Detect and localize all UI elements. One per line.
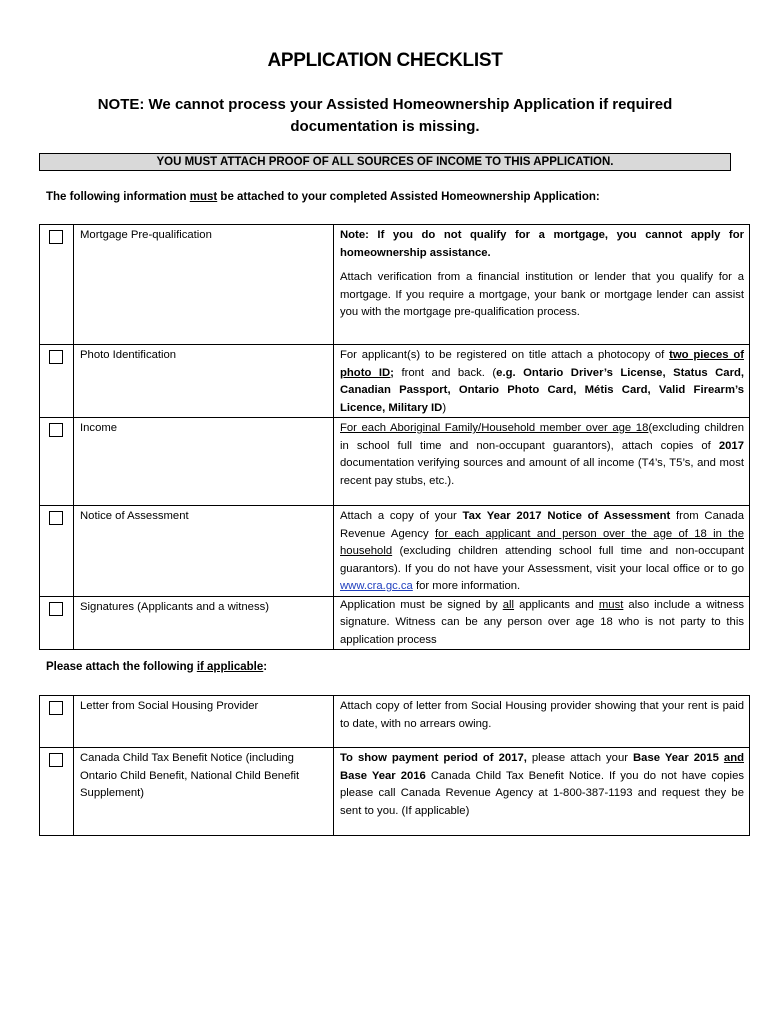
photo-id-desc: For applicant(s) to be registered on title attach a photocopy of two pieces of photo ID; front and back. (e.g. Ontario Driver’s License, Status Card, Canadian Passport, Ontario Photo Card, Métis Card, Valid Firearm’s Licence, Military ID) (340, 349, 745, 414)
optional-intro: Please attach the following if applicable: (46, 661, 268, 673)
item-label: Income (80, 422, 118, 434)
checkbox-signatures[interactable] (49, 602, 63, 616)
checkbox-housing-letter[interactable] (49, 701, 63, 715)
mortgage-desc: Attach verification from a financial institution or lender that you qualify for a mortgage. If you require a mortgage, your bank or mortgage lender can assist you with the mortgage pre-qualification process. (340, 271, 744, 318)
table-row (40, 696, 750, 748)
item-label: Notice of Assessment (80, 510, 189, 522)
table-row (40, 596, 750, 650)
checkbox-photo-id[interactable] (49, 350, 63, 364)
required-documents-table (39, 224, 750, 650)
item-label: Signatures (Applicants and a witness) (80, 600, 270, 613)
child-benefit-desc: To show payment period of 2017, please attach your Base Year 2015 and Base Year 2016 Canada Child Tax Benefit Notice. If you do not have copies please call Canada Revenue Agency at 1-800-387-1193 and request they be sent to you. (If applicable) (340, 752, 744, 817)
income-desc: For each Aboriginal Family/Household member over age 18(excluding children in school full time and non-occupant guarantors), attach copies of 2017 documentation verifying sources and amount of all income (T4’s, T5’s, and most recent pay stubs, etc.). (340, 422, 744, 487)
housing-letter-desc: Attach copy of letter from Social Housing provider showing that your rent is paid to date, with no arrears owing. (340, 700, 744, 730)
checkbox-notice-of-assessment[interactable] (49, 511, 63, 525)
table-row (40, 345, 750, 418)
assessment-desc: Attach a copy of your Tax Year 2017 Notice of Assessment from Canada Revenue Agency for each applicant and person over the age of 18 in the household (excluding children attending school full time and non-occupant guarantors). If you do not have your Assessment, visit your local office or to go www.cra.gc.ca for more information. (340, 510, 744, 592)
checkbox-child-tax-benefit[interactable] (49, 753, 63, 767)
checkbox-mortgage[interactable] (49, 230, 63, 244)
signatures-desc: Application must be signed by all applicants and must also include a witness signature. Witness can be any person over age 18 who is not party to this application process (340, 598, 745, 646)
table-row (40, 225, 750, 345)
missing-docs-note: NOTE: We cannot process your Assisted Homeownership Application if required documentation is missing. (97, 96, 673, 135)
required-intro: The following information must be attached to your completed Assisted Homeownership Application: (46, 191, 600, 203)
table-row (40, 748, 750, 836)
optional-documents-table (39, 695, 750, 836)
item-label: Canada Child Tax Benefit Notice (including Ontario Child Benefit, National Child Benefit Supplement) (80, 752, 300, 799)
item-label: Photo Identification (80, 349, 177, 361)
mortgage-note: Note: If you do not qualify for a mortgage, you cannot apply for homeownership assistance. (340, 229, 744, 259)
income-proof-banner: YOU MUST ATTACH PROOF OF ALL SOURCES OF INCOME TO THIS APPLICATION. (39, 153, 731, 171)
checkbox-income[interactable] (49, 423, 63, 437)
page-title: APPLICATION CHECKLIST (267, 50, 503, 71)
table-row (40, 506, 750, 597)
item-label: Mortgage Pre-qualification (80, 229, 212, 241)
cra-link[interactable]: www.cra.gc.ca (340, 580, 413, 592)
table-row (40, 418, 750, 506)
item-label: Letter from Social Housing Provider (80, 700, 259, 712)
